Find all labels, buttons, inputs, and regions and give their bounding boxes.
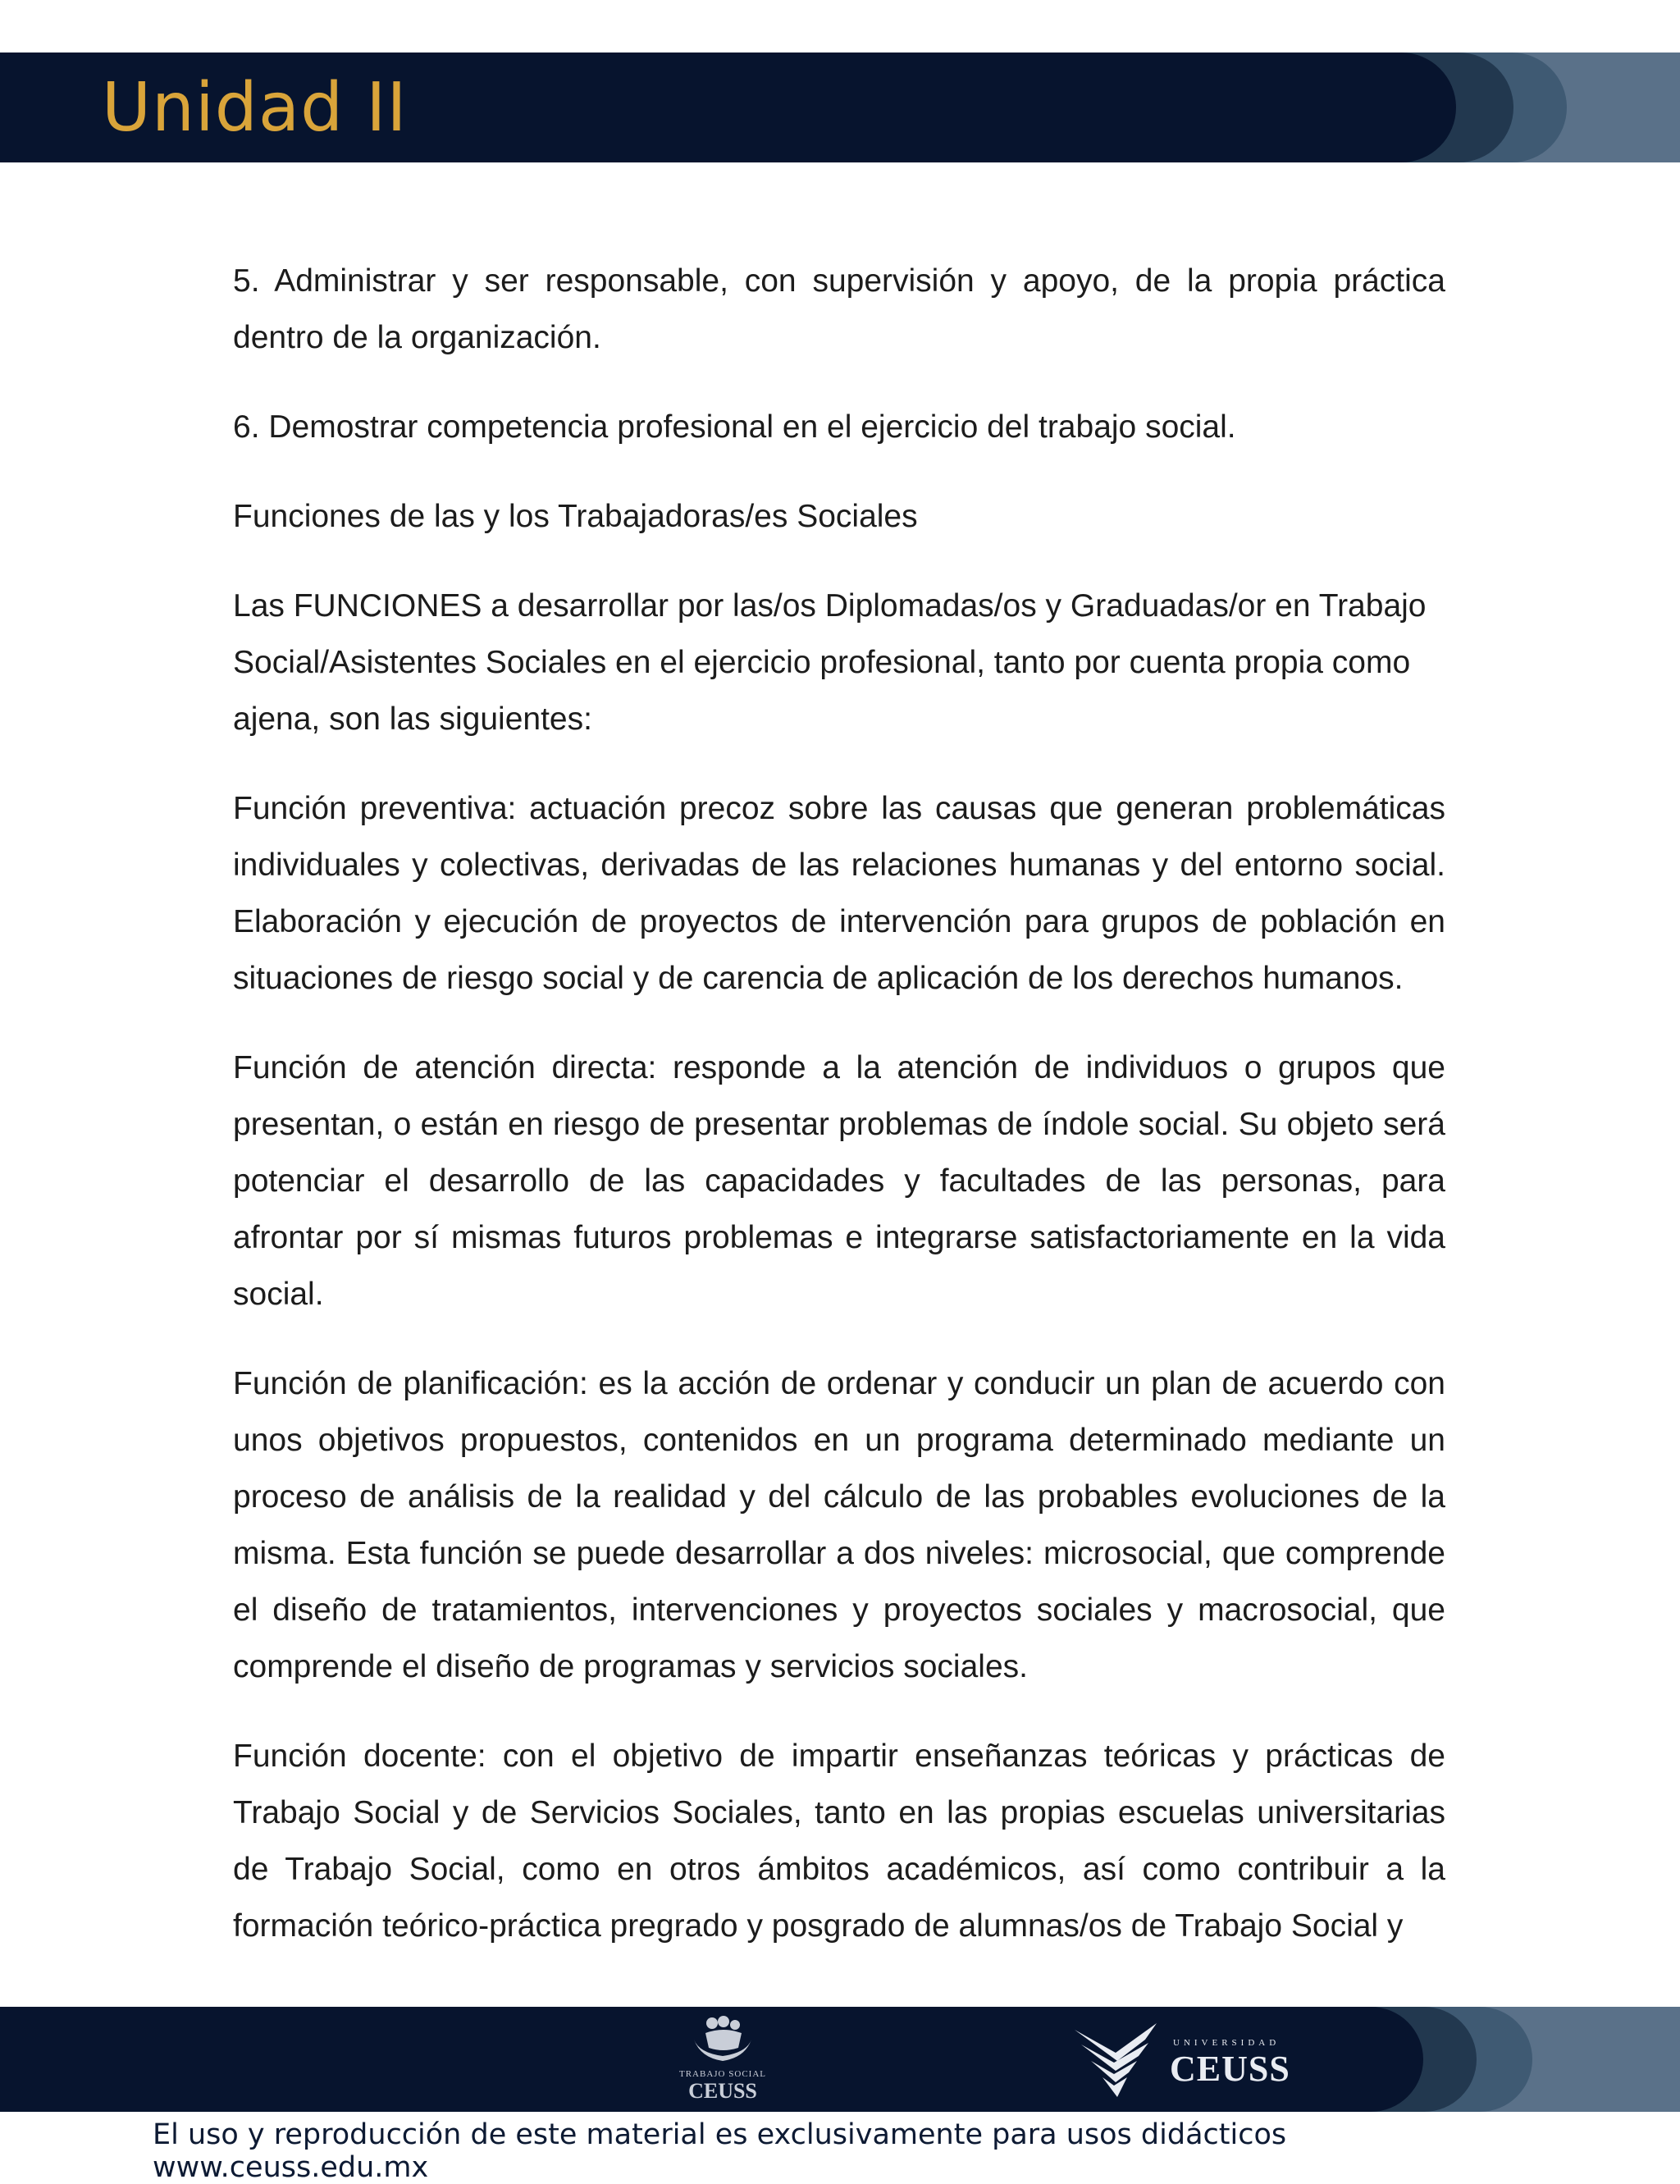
- footer-disclaimer: El uso y reproducción de este material es exclusivamente para usos didácticos www.ceuss.edu.mx: [153, 2118, 1287, 2184]
- paragraph-item-6: 6. Demostrar competencia profesional en el ejercicio del trabajo social.: [233, 409, 1236, 445]
- paragraph-funcion-preventiva: Función preventiva: actuación precoz sobre las causas que generan problemáticas individuales y colectivas, derivadas de las relaciones humanas y del entorno social. Elaboración y ejecución de proyectos de intervención para grupos de población en situaciones de riesgo social y de carencia de aplicación de los derechos humanos.: [233, 791, 1445, 996]
- universidad-ceuss-logo: [1066, 2015, 1296, 2105]
- document-body: [233, 253, 1445, 1987]
- page-title: Unidad II: [102, 69, 408, 147]
- paragraph-funcion-atencion-directa: Función de atención directa: responde a la atención de individuos o grupos que presentan, o están en riesgo de presentar problemas de índole social. Su objeto será potenciar el desarrollo de las capacidades y facultades de las personas, para afrontar por sí mismas futuros problemas e integrarse satisfactoriamente en la vida social.: [233, 1050, 1445, 1312]
- logo-universidad-label: UNIVERSIDAD: [1173, 2038, 1281, 2048]
- paragraph-funcion-planificacion: Función de planificación: es la acción de ordenar y conducir un plan de acuerdo con unos objetivos propuestos, contenidos en un programa determinado mediante un proceso de análisis de la realidad y del cálculo de las probables evoluciones de la misma. Esta función se puede desarrollar a dos niveles: microsocial, que comprende el diseño de tratamientos, intervenciones y proyectos sociales y macrosocial, que comprende el diseño de programas y servicios sociales.: [233, 1366, 1445, 1684]
- header-band: [0, 53, 1680, 162]
- logo-trabajo-social-name: CEUSS: [688, 2079, 757, 2103]
- section-heading: Funciones de las y los Trabajadoras/es Sociales: [233, 499, 918, 534]
- trabajo-social-logo: [678, 2015, 768, 2107]
- people-hands-icon: [678, 2015, 768, 2067]
- logo-universidad-name: CEUSS: [1170, 2049, 1290, 2089]
- paragraph-item-5: 5. Administrar y ser responsable, con supervisión y apoyo, de la propia práctica dentro de la organización.: [233, 263, 1445, 355]
- eagle-emblem-icon: [1066, 2015, 1165, 2105]
- paragraph-intro: Las FUNCIONES a desarrollar por las/os Diplomadas/os y Graduadas/or en Trabajo Social/Asistentes Sociales en el ejercicio profesional, tanto por cuenta propia como ajena, son las siguientes:: [233, 588, 1427, 737]
- paragraph-funcion-docente: Función docente: con el objetivo de impartir enseñanzas teóricas y prácticas de Trabajo Social y de Servicios Sociales, tanto en las propias escuelas universitarias de Trabajo Social, como en otros ámbitos académicos, así como contribuir a la formación teórico-práctica pregrado y posgrado de alumnas/os de Trabajo Social y: [233, 1739, 1445, 1944]
- footer-band: [0, 2007, 1680, 2112]
- logo-trabajo-social-label: TRABAJO SOCIAL: [679, 2069, 766, 2079]
